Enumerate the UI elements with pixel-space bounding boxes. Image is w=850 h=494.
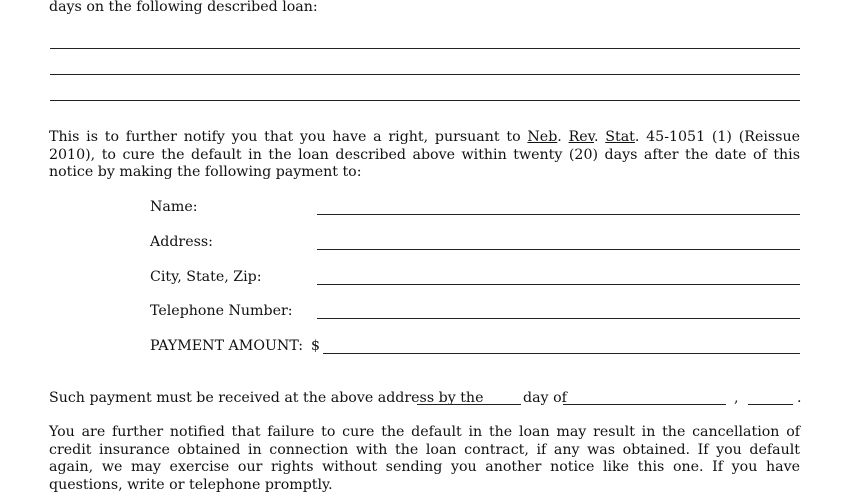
payment-amount-label: PAYMENT AMOUNT: <box>150 338 304 354</box>
loan-description-line-2[interactable] <box>50 74 800 75</box>
notice-prefix: This is to further notify you that you have a right, pursuant to <box>49 129 528 145</box>
statute-stat: Stat <box>605 129 635 145</box>
name-field[interactable] <box>317 214 800 215</box>
deadline-month-field[interactable] <box>563 404 726 405</box>
notice-suffix: . 45-1051 (1) (Reissue 2010), to cure the default in the loan described above within twenty (20) days after the date of this notice by making the following payment to: <box>49 129 800 180</box>
deadline-year-field[interactable] <box>748 404 793 405</box>
deadline-day-field[interactable] <box>417 404 521 405</box>
telephone-label: Telephone Number: <box>150 303 293 319</box>
city-state-zip-label: City, State, Zip: <box>150 269 262 285</box>
deadline-comma: , <box>734 390 739 406</box>
city-state-zip-field[interactable] <box>317 284 800 285</box>
address-label: Address: <box>150 234 213 250</box>
deadline-day-of: day of <box>523 390 567 406</box>
deadline-prefix: Such payment must be received at the above address by the <box>49 390 484 406</box>
loan-description-line-3[interactable] <box>50 100 800 101</box>
statute-rev: Rev <box>568 129 594 145</box>
loan-description-line-1[interactable] <box>50 48 800 49</box>
address-field[interactable] <box>317 249 800 250</box>
telephone-field[interactable] <box>317 318 800 319</box>
currency-symbol: $ <box>311 338 321 354</box>
name-label: Name: <box>150 199 198 215</box>
closing-paragraph: You are further notified that failure to cure the default in the loan may result in the cancellation of credit insurance obtained in connection with the loan contract, if any was obtained. If you default again, we may exercise our rights without sending you another notice like this one. If you have questions, write or telephone promptly. <box>49 424 800 493</box>
intro-text: days on the following described loan: <box>49 0 318 15</box>
right-to-cure-paragraph: This is to further notify you that you have a right, pursuant to Neb. Rev. Stat. 45-1051 (1) (Reissue 2010), to cure the default in the loan described above within twenty (20) days after the date of this notice by making the following payment to: <box>49 129 800 180</box>
deadline-period: . <box>797 390 802 406</box>
payment-amount-field[interactable] <box>323 353 800 354</box>
statute-neb: Neb <box>527 129 558 145</box>
